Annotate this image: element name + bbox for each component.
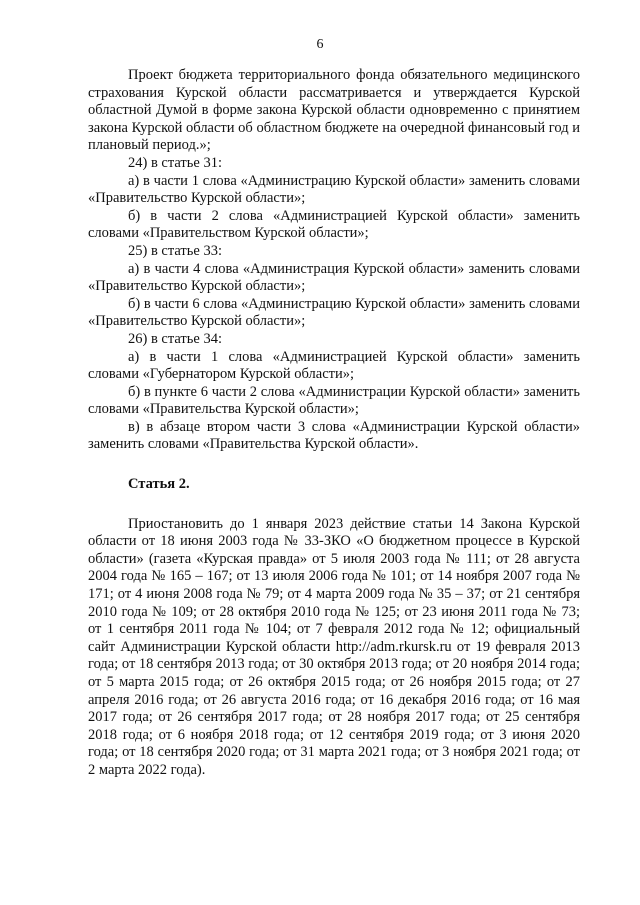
item-25-b: б) в части 6 слова «Администрацию Курской области» заменить словами «Правительство Курской области»; [88,295,580,330]
document-body [88,67,580,780]
item-25-a: а) в части 4 слова «Администрация Курской области» заменить словами «Правительство Курской области»; [88,260,580,295]
item-25-article-33: 25) в статье 33: [128,242,222,259]
item-26-v: в) в абзаце втором части 3 слова «Администрации Курской области» заменить словами «Правительства Курской области». [88,418,580,453]
item-26-article-34: 26) в статье 34: [128,330,222,347]
page-number: 6 [316,37,324,52]
article-2-paragraph: Приостановить до 1 января 2023 действие статьи 14 Закона Курской области от 18 июня 2003 года № 33-ЗКО «О бюджетном процессе в Курской области» (газета «Курская правда» от 5 июля 2003 года № 111; от 28 августа 2004 года № 165 – 167; от 13 июля 2006 года № 101; от 14 ноября 2007 года № 171; от 4 июня 2008 года № 79; от 4 марта 2009 года № 35 – 37; от 21 сентября 2010 года № 109; от 28 октября 2010 года № 125; от 23 июня 2011 года № 73; от 1 сентября 2011 года № 104; от 7 февраля 2012 года № 12; официальный сайт Администрации Курской области http://adm.rkursk.ru от 19 февраля 2013 года; от 18 сентября 2013 года; от 30 октября 2013 года; от 20 ноября 2014 года; от 5 марта 2015 года; от 26 октября 2015 года; от 26 ноября 2015 года; от 27 апреля 2016 года; от 26 августа 2016 года; от 16 декабря 2016 года; от 16 мая 2017 года; от 26 сентября 2017 года; от 28 ноября 2017 года; от 25 сентября 2018 года; от 6 ноября 2018 года; от 12 сентября 2019 года; от 3 июня 2020 года; от 18 сентября 2020 года; от 31 марта 2021 года; от 3 ноября 2021 года; от 2 марта 2022 года). [88,515,580,778]
item-24-article-31: 24) в статье 31: [128,154,222,171]
item-26-a: а) в части 1 слова «Администрацией Курской области» заменить словами «Губернатором Курской области»; [88,348,580,383]
item-26-b: б) в пункте 6 части 2 слова «Администрации Курской области» заменить словами «Правительства Курской области»; [88,383,580,418]
item-24-a: а) в части 1 слова «Администрацию Курской области» заменить словами «Правительство Курской области»; [88,172,580,207]
paragraph-budget-project: Проект бюджета территориального фонда обязательного медицинского страхования Курской области рассматривается и утверждается Курской областной Думой в форме закона Курской области одновременно с принятием закона Курской области об областном бюджете на очередной финансовый год и плановый период.»; [88,67,580,154]
item-24-b: б) в части 2 слова «Администрацией Курской области» заменить словами «Правительством Курской области»; [88,207,580,242]
article-2-heading: Статья 2. [128,476,190,493]
